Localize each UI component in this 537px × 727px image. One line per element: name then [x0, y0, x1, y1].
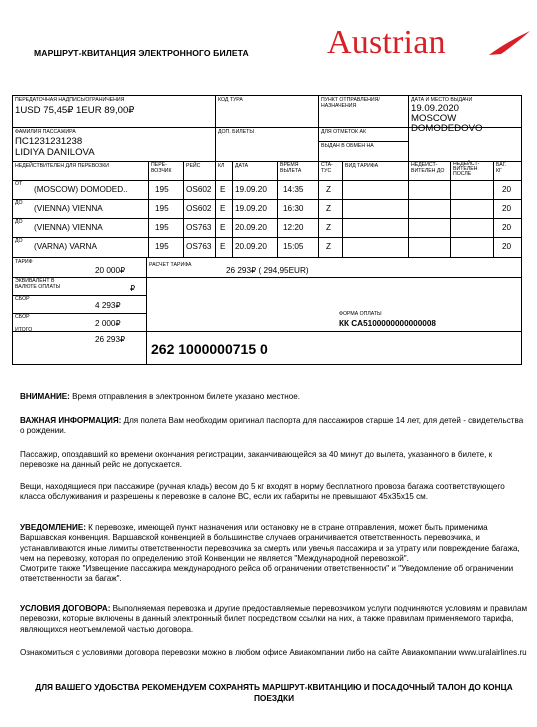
issue-date: 19.09.2020: [411, 103, 460, 114]
note-conditions-text: Выполняемая перевозка и другие предоставляемые перевозчиком услуги подчиняются условиям и правилам перевозки, которые включены в данный электронный билет посредством ссылки на них, а также правилам применяемого тарифа, являющихся неотъемлемой частью договора.: [20, 604, 528, 634]
segment-carrier: 195: [155, 242, 169, 251]
issue-label: ДАТА И МЕСТО ВЫДАЧИ: [411, 97, 473, 103]
segment-status: Z: [326, 242, 332, 251]
segment-carrier: 195: [155, 223, 169, 232]
note-notice-title: УВЕДОМЛЕНИЕ:: [20, 523, 86, 532]
note-late: Пассажир, опоздавший ко времени окончания регистрации, заканчивающейся за 40 минут до вылета, указанного в билете, к перевозке на данный рейс не допускается.: [20, 450, 493, 470]
tax2-value: 2 000₽: [95, 319, 121, 328]
equiv-label-1: ЭКВИВАЛЕНТ В: [15, 278, 55, 284]
passenger-id: ПС1231231238: [15, 136, 83, 147]
col-time-1: ВРЕМЯ: [280, 162, 299, 168]
issue-place-2: DOMODEDOVO: [411, 123, 483, 134]
segment-time: 15:05: [283, 242, 304, 251]
logo-swoosh-icon: [487, 30, 531, 56]
exchange-label: ВЫДАН В ОБМЕН НА: [321, 143, 374, 149]
tariff-label: ТАРИФ: [15, 259, 33, 265]
endorsement-label: ПЕРЕДАТОЧНАЯ НАДПИСЬ/ОГРАНИЧЕНИЯ: [15, 97, 125, 103]
segment-prefix: ДО: [15, 200, 23, 206]
col-carrier-2: ВОЗЧИК: [151, 168, 172, 174]
segment-flight: OS602: [186, 185, 212, 194]
segment-date: 19.09.20: [235, 204, 267, 213]
col-route: НЕДЕЙСТВИТЕЛЕН ДЛЯ ПЕРЕВОЗКИ: [15, 163, 109, 169]
issue-place-1: MOSCOW: [411, 113, 457, 124]
tour-code-label: КОД ТУРА: [218, 97, 243, 103]
segment-bag: 20: [502, 204, 512, 213]
passenger-label: ФАМИЛИЯ ПАССАЖИРА: [15, 129, 76, 135]
note-notice: [20, 523, 528, 585]
note-attention: [20, 392, 528, 402]
segment-date: 20.09.20: [235, 242, 267, 251]
segment-carrier: 195: [155, 185, 169, 194]
col-nva-1: НЕДЕЙСТ-: [453, 161, 480, 167]
col-nvb-2: ВИТЕЛЕН ДО: [411, 168, 445, 174]
segment-date: 19.09.20: [235, 185, 267, 194]
segment-status: Z: [326, 223, 332, 232]
segment-prefix: ОТ: [15, 181, 23, 187]
document-title: МАРШРУТ-КВИТАНЦИЯ ЭЛЕКТРОННОГО БИЛЕТА: [34, 48, 249, 58]
col-class: КЛ: [218, 163, 225, 169]
table-row: [0, 237, 537, 257]
payment-label: ФОРМА ОПЛАТЫ: [339, 311, 382, 317]
tax2-label: СБОР: [15, 314, 30, 320]
note-notice-text: К перевозке, имеющей пункт назначения или остановку не в стране отправления, может быть применима Варшавская конвенция. Варшавской конвенцией в большинстве случаев ограничивается ответственность перевозчика, и устанавливаются иные лимиты ответственности перевозчика за смерть или увечья пассажира и за утрату или повреждение багажа, чем на перевозку, которая по определению этой Конвенции не является "Международной перевозкой".: [20, 523, 520, 563]
payment-value: КК CA5100000000000008: [339, 319, 436, 328]
table-row: [0, 180, 537, 199]
segment-flight: OS763: [186, 242, 212, 251]
segment-class: E: [220, 204, 226, 213]
segment-flight: OS602: [186, 204, 212, 213]
note-contract: Ознакомиться с условиями договора перевозки можно в любом офисе Авиакомпании либо на сайте Авиакомпании www.uralairlines.ru: [20, 648, 527, 657]
col-status-2: ТУС: [321, 168, 332, 174]
extra-tickets-label: ДОП. БИЛЕТЫ: [218, 129, 254, 135]
final-recommendation: ДЛЯ ВАШЕГО УДОБСТВА РЕКОМЕНДУЕМ СОХРАНЯТЬ МАРШРУТ-КВИТАНЦИЮ И ПОСАДОЧНЫЙ ТАЛОН ДО КОНЦА ПОЕЗДКИ: [35, 682, 513, 703]
ak-marks-label: ДЛЯ ОТМЕТОК АК: [321, 129, 367, 135]
note-attention-text: Время отправления в электронном билете указано местное.: [69, 392, 301, 401]
note-notice-see-also: Смотрите также "Извещение пассажира международного рейса об ограничении ответственности" и "Уведомление об ограничении ответственности за багаж".: [20, 564, 514, 584]
col-fare-basis: ВИД ТАРИФА: [345, 163, 379, 169]
table-row: [0, 199, 537, 218]
col-time-2: ВЫЛЕТА: [280, 168, 302, 174]
segment-city: (VIENNA) VIENNA: [34, 223, 103, 232]
note-conditions: [20, 604, 528, 635]
segment-date: 20.09.20: [235, 223, 267, 232]
segment-city: (VARNA) VARNA: [34, 242, 97, 251]
segment-time: 12:20: [283, 223, 304, 232]
logo-text: Austrian: [327, 24, 446, 61]
ticket-number: 262 1000000715 0: [151, 341, 268, 357]
segment-class: E: [220, 242, 226, 251]
note-important-text: Для полета Вам необходим оригинал паспорта для пассажиров старше 14 лет, для детей - свидетельства о рождении.: [20, 416, 524, 436]
col-status-1: СТА-: [321, 162, 333, 168]
origin-label-2: НАЗНАЧЕНИЯ: [321, 103, 357, 109]
segment-status: Z: [326, 185, 332, 194]
segment-status: Z: [326, 204, 332, 213]
segment-carrier: 195: [155, 204, 169, 213]
total-value: 26 293₽: [95, 335, 126, 344]
note-attention-title: ВНИМАНИЕ:: [20, 392, 70, 401]
col-flight: РЕЙС: [186, 163, 201, 169]
segment-bag: 20: [502, 242, 512, 251]
calc-label: РАСЧЕТ ТАРИФА: [149, 262, 192, 268]
note-important: [20, 416, 528, 437]
endorsement-value: 1USD 75,45₽ 1EUR 89,00₽: [15, 105, 135, 116]
total-label: ИТОГО: [15, 327, 33, 333]
austrian-logo: [327, 22, 533, 66]
col-nvb-1: НЕДЕЙСТ-: [411, 162, 438, 168]
segment-prefix: ДО: [15, 238, 23, 244]
col-nva-2: ВИТЕЛЕН: [453, 166, 478, 172]
col-carrier-1: ПЕРЕ-: [151, 162, 167, 168]
col-nva-3: ПОСЛЕ: [453, 171, 472, 177]
table-row: [0, 218, 537, 237]
segment-class: E: [220, 185, 226, 194]
segment-city: (MOSCOW) DOMODED..: [34, 185, 128, 194]
col-bag-1: БАГ.: [496, 162, 507, 168]
segment-bag: 20: [502, 185, 512, 194]
segment-bag: 20: [502, 223, 512, 232]
segment-prefix: ДО: [15, 219, 23, 225]
equiv-value: ₽: [130, 284, 136, 293]
note-conditions-title: УСЛОВИЯ ДОГОВОРА:: [20, 604, 111, 613]
segment-time: 16:30: [283, 204, 304, 213]
note-baggage: Вещи, находящиеся при пассажире (ручная кладь) весом до 5 кг входят в норму бесплатного провоза багажа соответствующего класса обслуживания и разрешены к перевозке в салоне ВС, если их габариты не превышают 45х35х15 см.: [20, 482, 505, 502]
origin-label-1: ПУНКТ ОТПРАВЛЕНИЯ/: [321, 97, 380, 103]
col-date: ДАТА: [235, 163, 249, 169]
segment-time: 14:35: [283, 185, 304, 194]
tax1-value: 4 293₽: [95, 301, 121, 310]
equiv-label-2: ВАЛЮТЕ ОПЛАТЫ: [15, 284, 61, 290]
tariff-value: 20 000₽: [95, 266, 126, 275]
col-bag-2: КГ: [496, 168, 502, 174]
tax1-label: СБОР: [15, 296, 30, 302]
segment-class: E: [220, 223, 226, 232]
segment-flight: OS763: [186, 223, 212, 232]
calc-value: 26 293₽ ( 294,95EUR): [226, 266, 309, 275]
segment-city: (VIENNA) VIENNA: [34, 204, 103, 213]
passenger-name: LIDIYA DANILOVA: [15, 147, 95, 158]
note-important-title: ВАЖНАЯ ИНФОРМАЦИЯ:: [20, 416, 122, 425]
